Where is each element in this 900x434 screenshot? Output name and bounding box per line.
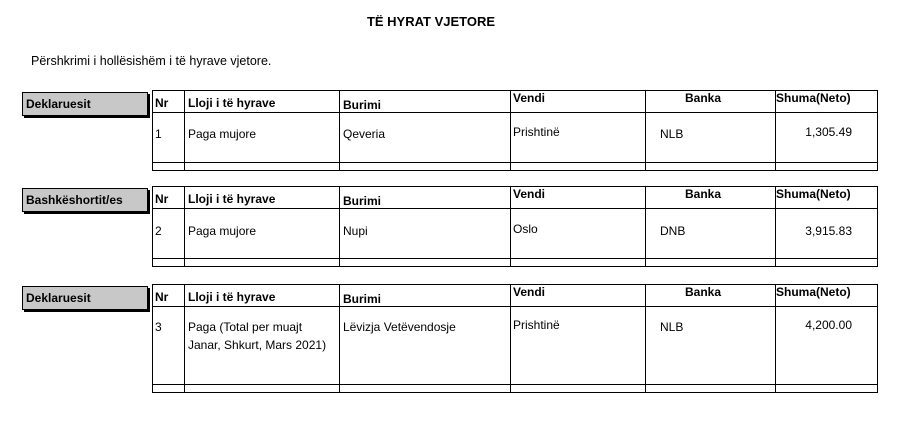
section-label: Deklaruesit (22, 286, 148, 310)
cell-lloji: Paga (Total per muajt Janar, Shkurt, Mars 2021) (188, 320, 327, 352)
document-description: Përshkrimi i hollësishëm i të hyrave vjetore. (31, 54, 272, 68)
row-divider (152, 384, 878, 385)
header-nr: Nr (155, 96, 169, 110)
cell-vendi: Prishtinë (513, 125, 560, 139)
header-shuma: Shuma(Neto) (776, 187, 851, 201)
table-border-bottom (152, 170, 878, 171)
header-divider (152, 112, 878, 113)
header-lloji: Lloji i të hyrave (188, 96, 276, 110)
cell-nr: 2 (155, 224, 162, 238)
header-shuma: Shuma(Neto) (776, 285, 851, 299)
cell-shuma: 3,915.83 (805, 224, 852, 238)
header-vendi: Vendi (513, 91, 546, 105)
cell-shuma: 4,200.00 (805, 318, 852, 332)
header-burimi: Burimi (343, 194, 382, 208)
header-divider (152, 306, 878, 307)
header-lloji: Lloji i të hyrave (188, 192, 276, 206)
cell-vendi: Oslo (513, 222, 538, 236)
header-shuma: Shuma(Neto) (776, 91, 851, 105)
income-section (22, 186, 878, 268)
cell-shuma: 1,305.49 (805, 125, 852, 139)
income-table (152, 186, 878, 268)
header-divider (152, 208, 878, 209)
header-burimi: Burimi (343, 292, 382, 306)
cell-nr: 1 (155, 127, 162, 141)
income-table (152, 284, 878, 396)
cell-vendi: Prishtinë (513, 318, 560, 332)
header-banka: Banka (685, 285, 722, 299)
table-border-bottom (152, 392, 878, 393)
header-lloji: Lloji i të hyrave (188, 290, 276, 304)
cell-lloji: Paga mujore (188, 224, 257, 238)
cell-banka: NLB (660, 320, 684, 334)
section-label: Bashkëshortit/es (22, 188, 148, 212)
header-nr: Nr (155, 192, 169, 206)
cell-banka: DNB (660, 224, 686, 238)
table-border-bottom (152, 266, 878, 267)
header-vendi: Vendi (513, 187, 546, 201)
header-vendi: Vendi (513, 285, 546, 299)
row-divider (152, 162, 878, 163)
cell-lloji: Paga mujore (188, 127, 257, 141)
header-banka: Banka (685, 91, 722, 105)
income-section (22, 90, 878, 172)
header-burimi: Burimi (343, 98, 382, 112)
cell-burimi: Lëvizja Vetëvendosje (343, 320, 456, 334)
cell-banka: NLB (660, 127, 684, 141)
header-nr: Nr (155, 290, 169, 304)
income-section (22, 284, 878, 396)
cell-nr: 3 (155, 320, 162, 334)
header-banka: Banka (685, 187, 722, 201)
income-table (152, 90, 878, 172)
section-label: Deklaruesit (22, 92, 148, 116)
cell-burimi: Qeveria (343, 127, 386, 141)
row-divider (152, 258, 878, 259)
document-title: TË HYRAT VJETORE (366, 14, 496, 29)
cell-burimi: Nupi (343, 224, 368, 238)
